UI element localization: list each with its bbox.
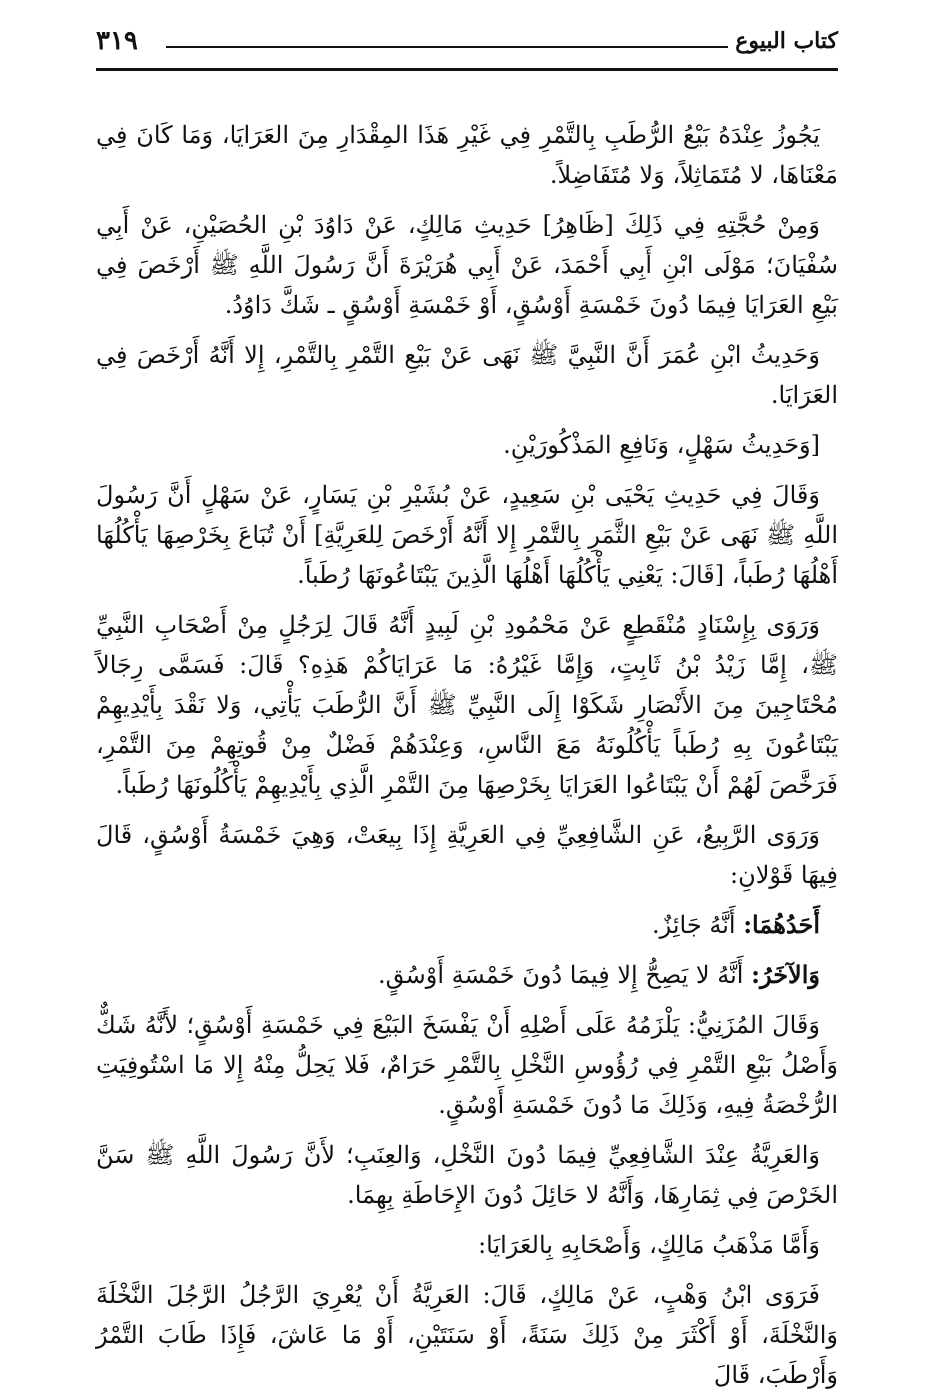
opinion-text: أَنَّهُ جَائِزٌ. [652,911,736,939]
paragraph: وَرَوَى الرَّبِيعُ، عَنِ الشَّافِعِيِّ فِي العَرِيَّةِ إِذَا بِيعَتْ، وَهِيَ خَمْسَةُ أَوْسُقٍ، قَالَ فِيهَا قَوْلانِ: [96,821,838,889]
opinion-lead: وَالآخَرُ: [751,960,820,989]
paragraph: وَالعَرِيَّةُ عِنْدَ الشَّافِعِيِّ فِيمَا دُونَ النَّخْلِ، وَالعِنَبِ؛ لأَنَّ رَسُولَ اللَّهِ ﷺ سَنَّ الخَرْصَ فِي ثِمَارِهَا، وَأَنَّهُ لا حَائِلَ دُونَ الإِحَاطَةِ بِهِمَا. [96,1141,838,1209]
page-header [96,24,838,71]
opinion-lead: أَحَدُهُمَا: [743,910,820,939]
opinion-first [96,905,838,945]
header-rule [166,46,728,48]
paragraph: يَجُوزُ عِنْدَهُ بَيْعُ الرُّطَبِ بِالتَّمْرِ فِي غَيْرِ هَذَا المِقْدَارِ مِنَ العَرَايَا، وَمَا كَانَ فِي مَعْنَاهَا، لا مُتَمَاثِلاً، وَلا مُتَفَاضِلاً. [96,121,838,189]
book-page [96,24,839,1389]
paragraph: فَرَوَى ابْنُ وَهْبٍ، عَنْ مَالِكٍ، قَالَ: العَرِيَّةُ أَنْ يُعْرِيَ الرَّجُلُ الرَّجُلَ النَّخْلَةَ وَالنَّخْلَةَ، أَوْ أَكْثَرَ مِنْ ذَلِكَ سَنَةً، أَوْ سَنَتَيْنِ، أَوْ مَا عَاشَ، فَإِذَا طَابَ التَّمْرُ وَأَرْطَبَ، قَالَ [96,1281,839,1389]
opinion-text: أَنَّهُ لا يَصِحُّ إِلا فِيمَا دُونَ خَمْسَةِ أَوْسُقٍ. [378,961,744,989]
page-number: ٣١٩ [96,26,144,56]
opinion-second [96,955,838,995]
paragraph: وَمِنْ حُجَّتِهِ فِي ذَلِكَ [ظَاهِرُ] حَدِيثِ مَالِكٍ، عَنْ دَاوُدَ بْنِ الحُصَيْنِ، عَنْ أَبِي سُفْيَانَ؛ مَوْلَى ابْنِ أَبِي أَحْمَدَ، عَنْ أَبِي هُرَيْرَةَ أَنَّ رَسُولَ اللَّهِ ﷺ أَرْخَصَ فِي بَيْعِ العَرَايَا فِيمَا دُونَ خَمْسَةِ أَوْسُقٍ، أَوْ خَمْسَةِ أَوْسُقٍ ـ شَكَّ دَاوُدُ. [96,211,838,319]
chapter-title: كتاب البيوع [729,28,838,54]
paragraph: وَأَمَّا مَذْهَبُ مَالِكٍ، وَأَصْحَابِهِ بِالعَرَايَا: [478,1231,820,1259]
paragraph: وَحَدِيثُ ابْنِ عُمَرَ أَنَّ النَّبِيَّ ﷺ نَهَى عَنْ بَيْعِ التَّمْرِ بِالتَّمْرِ، إِلا أَنَّهُ أَرْخَصَ فِي العَرَايَا. [96,341,838,409]
paragraph: وَقَالَ فِي حَدِيثِ يَحْيَى بْنِ سَعِيدٍ، عَنْ بُشَيْرِ بْنِ يَسَارٍ، عَنْ سَهْلٍ أَنَّ رَسُولَ اللَّهِ ﷺ نَهَى عَنْ بَيْعِ الثَّمَرِ بِالتَّمْرِ إِلا أَنَّهُ أَرْخَصَ لِلعَرِيَّةِ] أَنْ تُبَاعَ بِخَرْصِهَا يَأْكُلُهَا أَهْلُهَا رُطَباً، [قَالَ: يَعْنِي يَأْكُلُهَا أَهْلُهَا الَّذِينَ يَبْتَاعُونَهَا رُطَباً. [96,481,838,589]
paragraph: وَرَوَى بِإِسْنَادٍ مُنْقَطِعٍ عَنْ مَحْمُودِ بْنِ لَبِيدٍ أَنَّهُ قَالَ لِرَجُلٍ مِنْ أَصْحَابِ النَّبِيِّ ﷺ، إِمَّا زَيْدُ بْنُ ثَابِتٍ، وَإِمَّا غَيْرُهُ: مَا عَرَايَاكُمْ هَذِهِ؟ قَالَ: فَسَمَّى رِجَالاً مُحْتَاجِينَ مِنَ الأَنْصَارِ شَكَوْا إِلَى النَّبِيِّ ﷺ أَنَّ الرُّطَبَ يَأْتِي، وَلا نَقْدَ بِأَيْدِيهِمْ يَبْتَاعُونَ بِهِ رُطَباً يَأْكُلُونَهُ مَعَ النَّاسِ، وَعِنْدَهُمْ فَضْلٌ مِنْ قُوتِهِمْ مِنَ التَّمْرِ، فَرَخَّصَ لَهُمْ أَنْ يَبْتَاعُوا العَرَايَا بِخَرْصِهَا مِنَ التَّمْرِ الَّذِي بِأَيْدِيهِمْ يَأْكُلُونَهَا رُطَباً. [96,611,838,799]
paragraph: وَقَالَ المُزَنِيُّ: يَلْزَمُهُ عَلَى أَصْلِهِ أَنْ يَفْسَخَ البَيْعَ فِي خَمْسَةِ أَوْسُقٍ؛ لأَنَّهُ شَكٌّ وَأَصْلُ بَيْعِ التَّمْرِ فِي رُؤُوسِ النَّخْلِ بِالتَّمْرِ حَرَامٌ، فَلا يَحِلُّ مِنْهُ إِلا مَا اسْتُوفِيَتِ الرُّخْصَةُ فِيهِ، وَذَلِكَ مَا دُونَ خَمْسَةِ أَوْسُقٍ. [96,1011,838,1119]
page-body [96,115,838,1395]
paragraph: [وَحَدِيثُ سَهْلٍ، وَنَافِعِ المَذْكُورَيْنِ. [503,431,820,459]
